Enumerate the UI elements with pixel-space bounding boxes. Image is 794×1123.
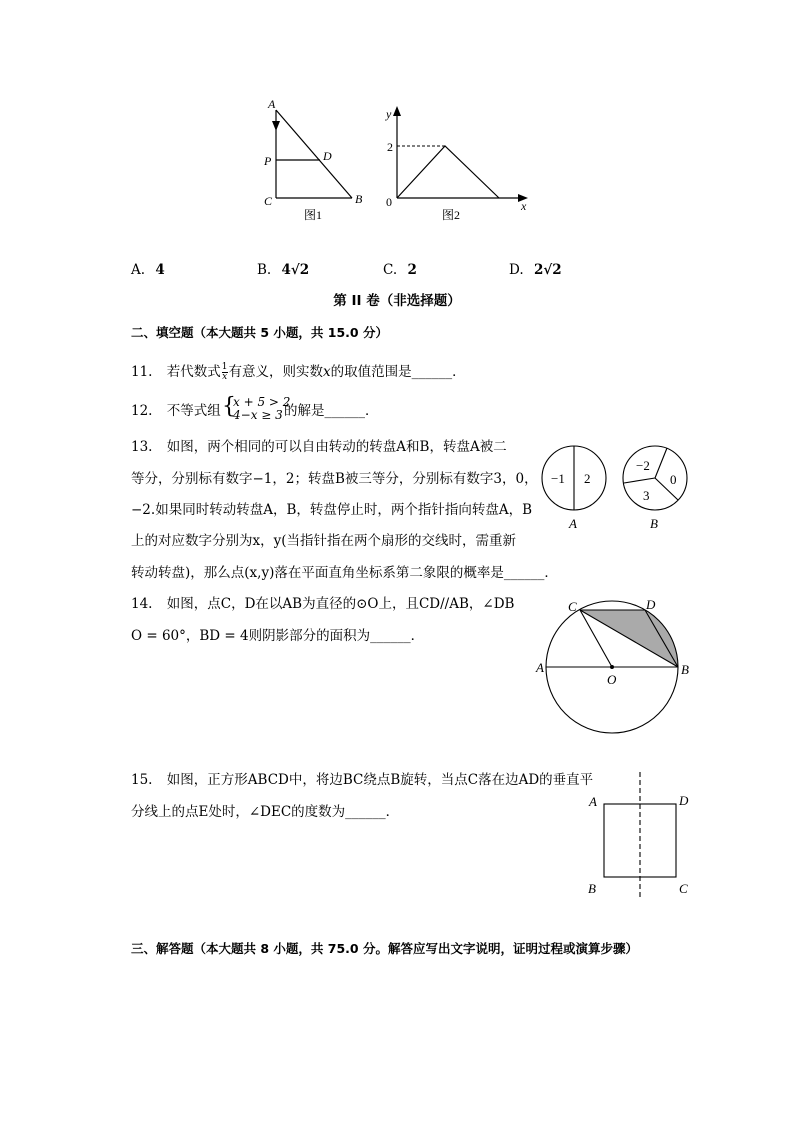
- q15-square-figure: [585, 770, 700, 900]
- option-d-letter: D.: [509, 262, 524, 278]
- q14-text-1: 如图，点C，D在以AB为直径的⊙O上，且CD//AB，∠DB: [166, 596, 515, 612]
- disc-a-right-number: 2: [584, 471, 591, 486]
- q11-suffix: 的取值范围是______．: [330, 364, 466, 380]
- q11-var: x: [323, 364, 331, 380]
- question-12: [131, 405, 221, 419]
- q12-line-2: 4−x ≥ 3: [233, 408, 283, 422]
- q14-circle-figure: [530, 595, 700, 735]
- figure-2-caption: 图2: [442, 208, 461, 222]
- q15-label-B: B: [588, 881, 596, 896]
- option-b-value: 4√2: [281, 262, 310, 278]
- q15-text-1: 如图，正方形ABCD中，将边BC绕点B旋转，当点C落在边AD的垂直平: [166, 772, 594, 788]
- disc-b-top-number: −2: [636, 458, 650, 473]
- option-d: [509, 264, 562, 278]
- q14-label-A: A: [536, 660, 544, 675]
- q13-text-2: 等分，分别标有数字−1，2；转盘B被三等分，分别标有数字3，0，: [131, 471, 538, 487]
- y-axis-arrow-icon: [393, 106, 401, 116]
- section-2-header: 二、填空题（本大题共 5 小题，共 15.0 分）: [131, 325, 388, 340]
- option-c-value: 2: [407, 262, 417, 278]
- q12-brace: {: [222, 394, 236, 419]
- label-C: C: [264, 194, 273, 208]
- option-c: [383, 264, 417, 278]
- q15-text-2: 分线上的点E处时，∠DEC的度数为______．: [131, 804, 400, 820]
- q15-label-C: C: [679, 881, 688, 896]
- option-b-letter: B.: [257, 262, 272, 278]
- disc-b-bottom-number: 3: [643, 488, 650, 503]
- disc-a: [542, 446, 606, 531]
- option-a-value: 4: [155, 262, 165, 278]
- axis-label-y: y: [386, 107, 392, 121]
- q14-label-C: C: [568, 599, 577, 614]
- question-14-line-1: [131, 598, 514, 612]
- q14-label-D: D: [646, 597, 656, 612]
- arrow-down-icon: [272, 121, 280, 131]
- option-a: [131, 264, 165, 278]
- q14-label-O: O: [607, 672, 617, 687]
- q12-prefix: 不等式组: [166, 403, 221, 419]
- disc-a-label: A: [569, 516, 577, 531]
- disc-b-label: B: [650, 516, 658, 531]
- figure-2: [385, 106, 528, 222]
- q13-discs-figure: [535, 440, 695, 535]
- q14-text-2: O = 60°，BD = 4则阴影部分的面积为______．: [131, 628, 425, 644]
- section-2-title: 第 II 卷（非选择题）: [333, 293, 461, 309]
- label-P: P: [264, 154, 272, 168]
- q11-frac-num: 1: [221, 362, 228, 372]
- axis-label-x: x: [521, 199, 527, 213]
- q15-label-D: D: [679, 793, 689, 808]
- q15-number: 15.: [131, 772, 153, 788]
- q11-number: 11.: [131, 364, 153, 380]
- q13-text-3: −2.如果同时转动转盘A，B，转盘停止时，两个指针指向转盘A，B: [131, 502, 533, 518]
- disc-a-left-number: −1: [551, 471, 565, 486]
- question-13-line-1: [131, 441, 507, 455]
- label-B: B: [355, 192, 363, 206]
- figure-1-caption: 图1: [304, 208, 323, 222]
- option-d-value: 2√2: [533, 262, 562, 278]
- q12-suffix: 的解是______．: [284, 403, 379, 419]
- q11-mid: 有意义，则实数: [228, 364, 324, 380]
- label-D: D: [323, 149, 332, 163]
- figure-1: [263, 97, 363, 222]
- q12-system: [233, 396, 290, 422]
- q14-label-B: B: [681, 662, 689, 677]
- q13-text-1: 如图，两个相同的可以自由转动的转盘A和B，转盘A被二: [166, 439, 507, 455]
- q15-label-A: A: [589, 794, 597, 809]
- tick-label-2: 2: [387, 140, 393, 154]
- q14-number: 14.: [131, 596, 153, 612]
- q13-text-4: 上的对应数字分别为x，y(当指针指在两个扇形的交线时，需重新: [131, 533, 517, 549]
- question-15-line-1: [131, 774, 593, 788]
- q13-text-5: 转动转盘)，那么点(x,y)落在平面直角坐标系第二象限的概率是______．: [131, 565, 558, 581]
- q12-number: 12.: [131, 403, 153, 419]
- origin-label: 0: [386, 195, 392, 209]
- q11-prefix: 若代数式: [166, 364, 221, 380]
- q11-frac-den: x: [222, 372, 228, 382]
- option-a-letter: A.: [131, 262, 146, 278]
- option-c-letter: C.: [383, 262, 398, 278]
- q13-number: 13.: [131, 439, 153, 455]
- question-11: [131, 363, 466, 382]
- q11-fraction: [222, 363, 228, 382]
- q12-line-1: x + 5 > 2: [233, 395, 291, 409]
- label-A: A: [268, 97, 276, 111]
- section-3-header: 三、解答题（本大题共 8 小题，共 75.0 分。解答应写出文字说明，证明过程或演算步骤）: [131, 941, 638, 956]
- top-figure: [250, 92, 540, 227]
- disc-b-right-number: 0: [670, 472, 677, 487]
- option-b: [257, 264, 309, 278]
- disc-b: [623, 446, 687, 531]
